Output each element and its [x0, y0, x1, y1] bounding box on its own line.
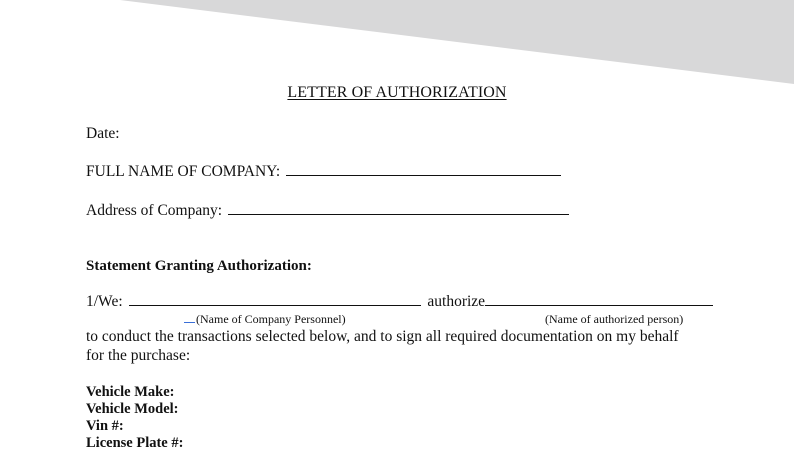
- personnel-name-blank[interactable]: [129, 293, 421, 306]
- authorization-line: [86, 293, 713, 311]
- date-line: [86, 125, 120, 143]
- personnel-caption-group: [184, 312, 346, 327]
- authorize-word: authorize: [427, 293, 486, 310]
- body-line-1: to conduct the transactions selected below, and to sign all required documentation on my behalf: [86, 328, 679, 345]
- authorized-person-blank[interactable]: [485, 293, 713, 306]
- vin-label: Vin #:: [86, 418, 124, 434]
- company-address-blank[interactable]: [228, 202, 569, 215]
- company-name-blank[interactable]: [286, 163, 561, 176]
- we-label: 1/We:: [86, 293, 123, 310]
- vehicle-make-label: Vehicle Make:: [86, 384, 175, 400]
- company-address-label: Address of Company:: [86, 202, 223, 219]
- title-text: LETTER OF AUTHORIZATION: [287, 84, 507, 101]
- authorized-person-caption: (Name of authorized person): [545, 312, 684, 326]
- company-name-label: FULL NAME OF COMPANY:: [86, 163, 281, 180]
- vehicle-model-label: Vehicle Model:: [86, 401, 179, 417]
- personnel-caption: (Name of Company Personnel): [196, 312, 346, 326]
- body-line-2: for the purchase:: [86, 347, 191, 364]
- license-plate-label: License Plate #:: [86, 435, 184, 451]
- date-label: Date:: [86, 125, 120, 142]
- company-name-line: [86, 163, 561, 181]
- page-title: [0, 84, 794, 102]
- company-address-line: [86, 202, 569, 220]
- blue-marker: [184, 313, 195, 323]
- statement-heading: Statement Granting Authorization:: [86, 258, 312, 274]
